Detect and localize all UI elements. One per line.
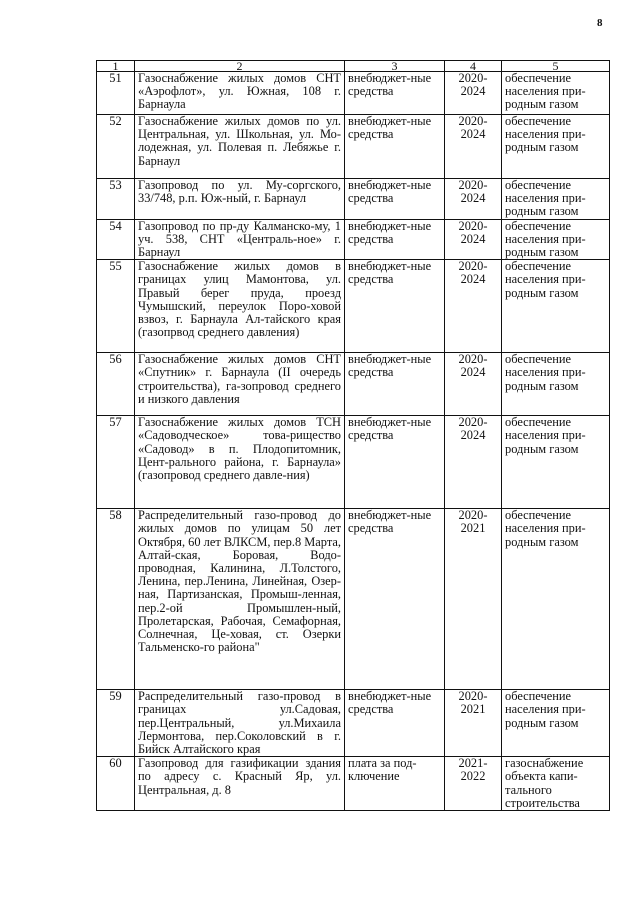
purpose-cell: обеспечение населения при-родным газом [502, 509, 610, 690]
row-number-cell: 52 [97, 115, 135, 179]
table-row [97, 115, 610, 179]
funding-source-cell: внебюджет-ные средства [345, 690, 445, 757]
funding-source-cell: внебюджет-ные средства [345, 353, 445, 416]
header-cell-5: 5 [502, 61, 610, 72]
table-row [97, 260, 610, 353]
funding-source-cell: внебюджет-ные средства [345, 260, 445, 353]
funding-source-cell: внебюджет-ные средства [345, 509, 445, 690]
page-number: 8 [597, 17, 603, 29]
object-name-cell: Газопровод по пр-ду Калманско-му, 1 уч. 538, СНТ «Централь-ное» г. Барнаул [135, 219, 345, 260]
table-row [97, 179, 610, 220]
funding-source-cell: внебюджет-ные средства [345, 72, 445, 115]
row-number-cell: 60 [97, 757, 135, 811]
row-number-cell: 56 [97, 353, 135, 416]
object-name-cell: Газоснабжение жилых домов в границах улиц Мамонтова, ул. Правый берег пруда, проезд Чумышский, переулок Поро-ховой взвоз, г. Барнаула Ал-тайского края (газопрвод среднего давления) [135, 260, 345, 353]
table-row [97, 757, 610, 811]
header-cell-2: 2 [135, 61, 345, 72]
row-number-cell: 57 [97, 416, 135, 509]
row-number-cell: 58 [97, 509, 135, 690]
period-cell: 2020-2021 [445, 509, 502, 690]
period-cell: 2020-2021 [445, 690, 502, 757]
header-cell-1: 1 [97, 61, 135, 72]
period-cell: 2020-2024 [445, 353, 502, 416]
period-cell: 2020-2024 [445, 219, 502, 260]
object-name-cell: Газоснабжение жилых домов по ул. Центральная, ул. Школьная, ул. Мо-лодежная, ул. Полевая п. Лебяжье г. Барнаул [135, 115, 345, 179]
purpose-cell: обеспечение населения при-родным газом [502, 260, 610, 353]
purpose-cell: обеспечение населения при-родным газом [502, 416, 610, 509]
purpose-cell: обеспечение населения при-родным газом [502, 219, 610, 260]
funding-source-cell: внебюджет-ные средства [345, 219, 445, 260]
table-row [97, 353, 610, 416]
object-name-cell: Газоснабжение жилых домов СНТ «Спутник» г. Барнаула (II очередь строительства), га-зопровод среднего и низкого давления [135, 353, 345, 416]
funding-source-cell: внебюджет-ные средства [345, 416, 445, 509]
header-cell-4: 4 [445, 61, 502, 72]
funding-source-cell: плата за под-ключение [345, 757, 445, 811]
object-name-cell: Газоснабжение жилых домов ТСН «Садоводческое» това-рищество «Садовод» в п. Плодопитомник, Цент-рального района, г. Барнаула» (газопровод среднего давле-ния) [135, 416, 345, 509]
row-number-cell: 59 [97, 690, 135, 757]
period-cell: 2020-2024 [445, 179, 502, 220]
object-name-cell: Распределительный газо-провод в границах ул.Садовая, пер.Центральный, ул.Михаила Лермонтова, пер.Соколовский в г. Бийск Алтайского края [135, 690, 345, 757]
period-cell: 2020-2024 [445, 115, 502, 179]
header-cell-3: 3 [345, 61, 445, 72]
funding-source-cell: внебюджет-ные средства [345, 179, 445, 220]
row-number-cell: 55 [97, 260, 135, 353]
funding-source-cell: внебюджет-ные средства [345, 115, 445, 179]
purpose-cell: газоснабжение объекта капи-тального строительства [502, 757, 610, 811]
purpose-cell: обеспечение населения при-родным газом [502, 179, 610, 220]
period-cell: 2020-2024 [445, 260, 502, 353]
purpose-cell: обеспечение населения при-родным газом [502, 690, 610, 757]
purpose-cell: обеспечение населения при-родным газом [502, 72, 610, 115]
table-row [97, 509, 610, 690]
table-header-row [97, 61, 610, 72]
table-row [97, 72, 610, 115]
object-name-cell: Газоснабжение жилых домов СНТ «Аэрофлот», ул. Южная, 108 г. Барнаула [135, 72, 345, 115]
object-name-cell: Газопровод по ул. Му-соргского, 33/748, р.п. Юж-ный, г. Барнаул [135, 179, 345, 220]
object-name-cell: Газопровод для газификации здания по адресу с. Красный Яр, ул. Центральная, д. 8 [135, 757, 345, 811]
object-name-cell: Распределительный газо-провод до жилых домов по улицам 50 лет Октября, 60 лет ВЛКСМ, пер.8 Марта, Алтай-ская, Боровая, Водо-проводная, Калинина, Л.Толстого, Ленина, пер.Ленина, Линейная, Озер-ная, Партизанская, Промыш-ленная, пер.2-ой Промышлен-ный, Пролетарская, Рабочая, Семафорная, Солнечная, Це-ховая, ст. Озерки Тальменско-го района" [135, 509, 345, 690]
row-number-cell: 53 [97, 179, 135, 220]
row-number-cell: 54 [97, 219, 135, 260]
period-cell: 2020-2024 [445, 72, 502, 115]
table-row [97, 219, 610, 260]
period-cell: 2021-2022 [445, 757, 502, 811]
purpose-cell: обеспечение населения при-родным газом [502, 115, 610, 179]
row-number-cell: 51 [97, 72, 135, 115]
period-cell: 2020-2024 [445, 416, 502, 509]
purpose-cell: обеспечение населения при-родным газом [502, 353, 610, 416]
table-row [97, 416, 610, 509]
investment-table [96, 60, 610, 811]
table-row [97, 690, 610, 757]
